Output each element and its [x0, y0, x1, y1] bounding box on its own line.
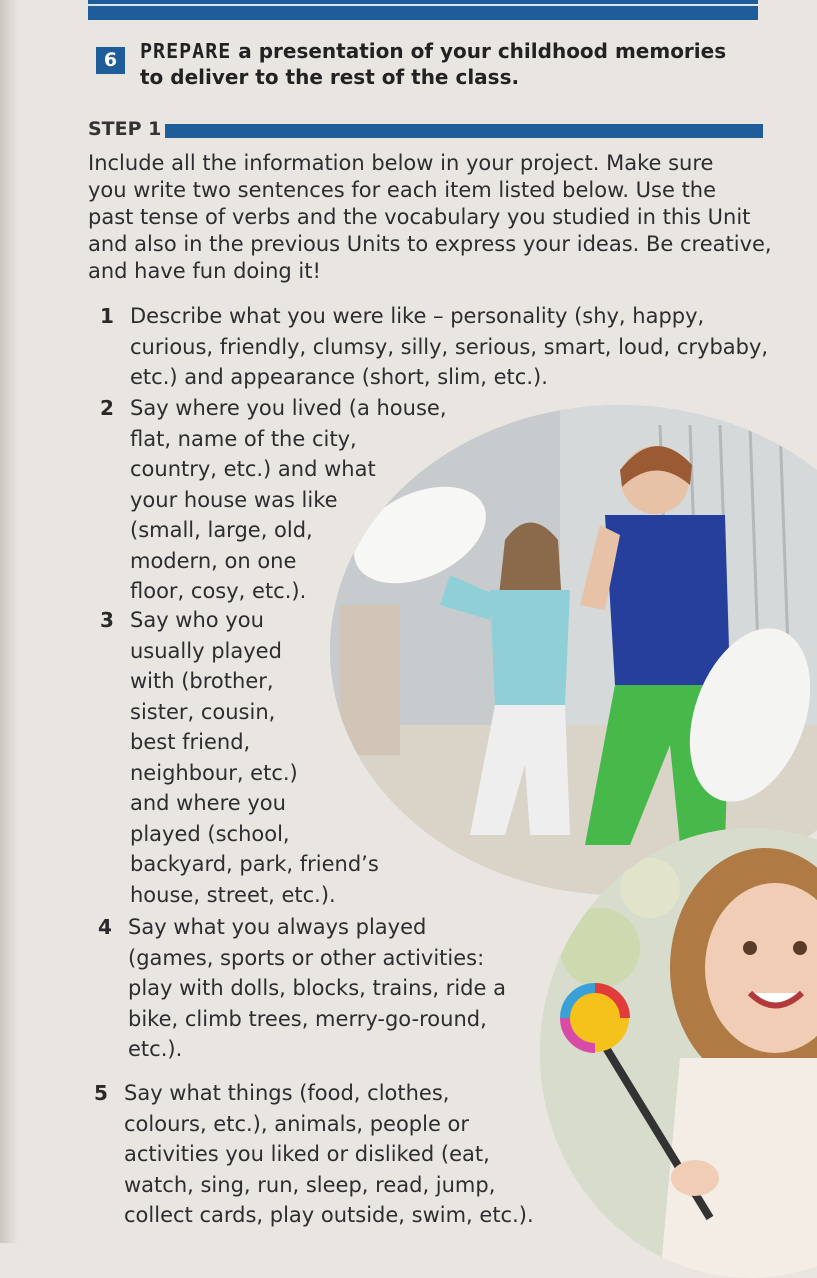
item-number: 2: [100, 396, 114, 420]
item-line: floor, cosy, etc.).: [130, 579, 307, 603]
item-number: 4: [98, 915, 112, 939]
item-line: sister, cousin,: [130, 699, 276, 724]
exercise-title-line2: to deliver to the rest of the class.: [140, 65, 520, 89]
step-rule: [165, 124, 763, 138]
item-line: Say where you lived (a house,: [130, 396, 447, 420]
exercise-keyword: PREPARE: [140, 39, 232, 63]
item-line: colours, etc.), animals, people or: [124, 1111, 470, 1136]
intro-line: you write two sentences for each item listed below. Use the: [88, 178, 717, 202]
item-line: (small, large, old,: [130, 518, 313, 542]
page-edge-shadow: [0, 0, 18, 1243]
item-line: play with dolls, blocks, trains, ride a: [128, 976, 506, 1000]
exercise-number: 6: [96, 47, 125, 74]
item-line: etc.).: [128, 1037, 183, 1061]
item-line: country, etc.) and what: [130, 457, 376, 481]
item-line: with (brother,: [130, 669, 274, 693]
intro-line: and have fun doing it!: [88, 259, 321, 283]
item-line: Say what things (food, clothes,: [124, 1081, 450, 1105]
item-line: Describe what you were like – personality (shy, happy,: [130, 304, 705, 328]
item-line: and where you: [130, 791, 286, 815]
step-label: STEP 1: [88, 118, 162, 140]
item-line: etc.) and appearance (short, slim, etc.).: [130, 365, 548, 389]
item-line: neighbour, etc.): [130, 760, 298, 785]
item-line: activities you liked or disliked (eat,: [124, 1142, 490, 1166]
list-item: [100, 393, 460, 607]
item-line: usually played: [130, 638, 282, 663]
item-number: 3: [100, 608, 114, 632]
item-line: (games, sports or other activities:: [128, 945, 485, 970]
item-line: bike, climb trees, merry-go-round,: [128, 1006, 487, 1031]
list-item: [94, 1078, 564, 1231]
item-line: flat, name of the city,: [130, 426, 357, 451]
item-line: modern, on one: [130, 548, 297, 573]
header-rule: [88, 0, 758, 20]
list-item: [98, 912, 548, 1065]
item-line: curious, friendly, clumsy, silly, serious, smart, loud, crybaby,: [130, 334, 769, 359]
item-line: house, street, etc.).: [130, 882, 336, 907]
item-line: played (school,: [130, 821, 290, 846]
girl-lollipop-photo: [540, 828, 817, 1278]
item-line: backyard, park, friend’s: [130, 852, 379, 876]
item-line: Say what you always played: [128, 915, 427, 939]
item-line: Say who you: [130, 608, 264, 632]
item-line: your house was like: [130, 487, 338, 512]
intro-line: Include all the information below in your project. Make sure: [88, 151, 714, 175]
list-item: [100, 301, 790, 393]
item-number: 5: [94, 1081, 108, 1105]
list-item: [100, 605, 430, 910]
exercise-title-text: a presentation of your childhood memories: [231, 39, 727, 63]
girl-lollipop-illustration: [540, 828, 817, 1278]
item-line: watch, sing, run, sleep, read, jump,: [124, 1172, 496, 1197]
item-line: best friend,: [130, 730, 251, 754]
intro-line: past tense of verbs and the vocabulary you studied in this Unit: [88, 205, 751, 229]
exercise-title: [140, 38, 780, 90]
item-line: collect cards, play outside, swim, etc.).: [124, 1203, 534, 1227]
intro-paragraph: [88, 150, 778, 285]
intro-line: and also in the previous Units to express your ideas. Be creative,: [88, 232, 772, 256]
item-number: 1: [100, 304, 114, 328]
